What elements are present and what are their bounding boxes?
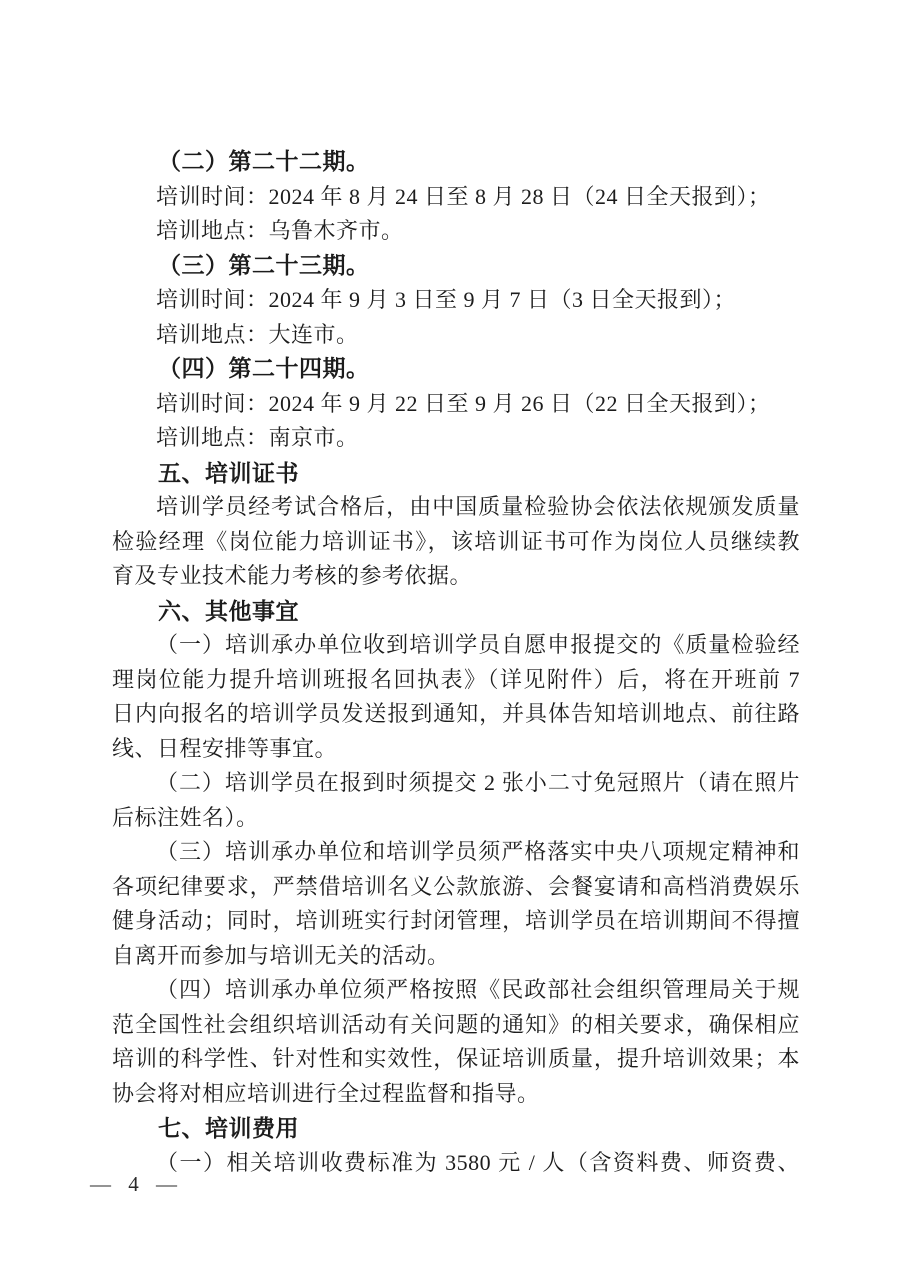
document-text-line: 线、日程安排等事宜。 (112, 735, 338, 761)
document-text-line: 协会将对相应培训进行全过程监督和指导。 (112, 1080, 540, 1106)
document-text-line: 培训地点：乌鲁木齐市。 (156, 218, 404, 243)
document-text-line: （三）培训承办单位和培训学员须严格落实中央八项规定精神和 (156, 839, 800, 864)
document-text-line: 育及专业技术能力考核的参考依据。 (112, 563, 473, 588)
section-heading-line: 七、培训费用 (158, 1115, 299, 1141)
document-text-line: （一）相关培训收费标准为 3580 元 / 人（含资料费、师资费、 (156, 1149, 800, 1175)
section-heading-line: 六、其他事宜 (158, 597, 299, 624)
document-text-line: 范全国性社会组织培训活动有关问题的通知》的相关要求，确保相应 (112, 1011, 800, 1037)
document-text-line: （四）培训承办单位须严格按照《民政部社会组织管理局关于规 (156, 977, 800, 1002)
document-text-line: 后标注姓名）。 (112, 804, 259, 830)
document-text-line: 培训时间：2024 年 9 月 3 日至 9 月 7 日（3 日全天报到）； (156, 287, 737, 312)
sub-heading-line: （四）第二十四期。 (158, 356, 370, 381)
document-lines (112, 145, 800, 1180)
document-text-line: 培训学员经考试合格后，由中国质量检验协会依法依规颁发质量 (156, 494, 800, 519)
sub-heading-line: （二）第二十二期。 (158, 149, 370, 174)
document-text-line: 自离开而参加与培训无关的活动。 (112, 942, 450, 968)
document-text-line: 培训地点：南京市。 (156, 425, 359, 450)
document-text-line: 培训时间：2024 年 8 月 24 日至 8 月 28 日（24 日全天报到）； (156, 183, 771, 209)
document-text-line: 培训的科学性、针对性和实效性，保证培训质量，提升培训效果；本 (112, 1046, 800, 1071)
document-text-line: 健身活动；同时，培训班实行封闭管理，培训学员在培训期间不得擅 (112, 908, 800, 933)
document-text-line: 培训时间：2024 年 9 月 22 日至 9 月 26 日（22 日全天报到）； (156, 390, 771, 416)
document-text-line: 各项纪律要求，严禁借培训名义公款旅游、会餐宴请和高档消费娱乐 (112, 873, 800, 899)
document-text-line: （二）培训学员在报到时须提交 2 张小二寸免冠照片（请在照片 (156, 770, 800, 795)
page-number: — 4 — (90, 1172, 183, 1196)
document-text-line: 理岗位能力提升培训班报名回执表》（详见附件）后，将在开班前 7 (112, 666, 800, 692)
document-text-line: 日内向报名的培训学员发送报到通知，并具体告知培训地点、前往路 (112, 701, 800, 726)
section-heading-line: 五、培训证书 (158, 459, 299, 486)
document-text-line: 培训地点：大连市。 (156, 321, 359, 347)
document-text-line: 检验经理《岗位能力培训证书》，该培训证书可作为岗位人员继续教 (112, 528, 800, 554)
sub-heading-line: （三）第二十三期。 (158, 252, 370, 278)
document-text-line: （一）培训承办单位收到培训学员自愿申报提交的《质量检验经 (156, 632, 800, 657)
